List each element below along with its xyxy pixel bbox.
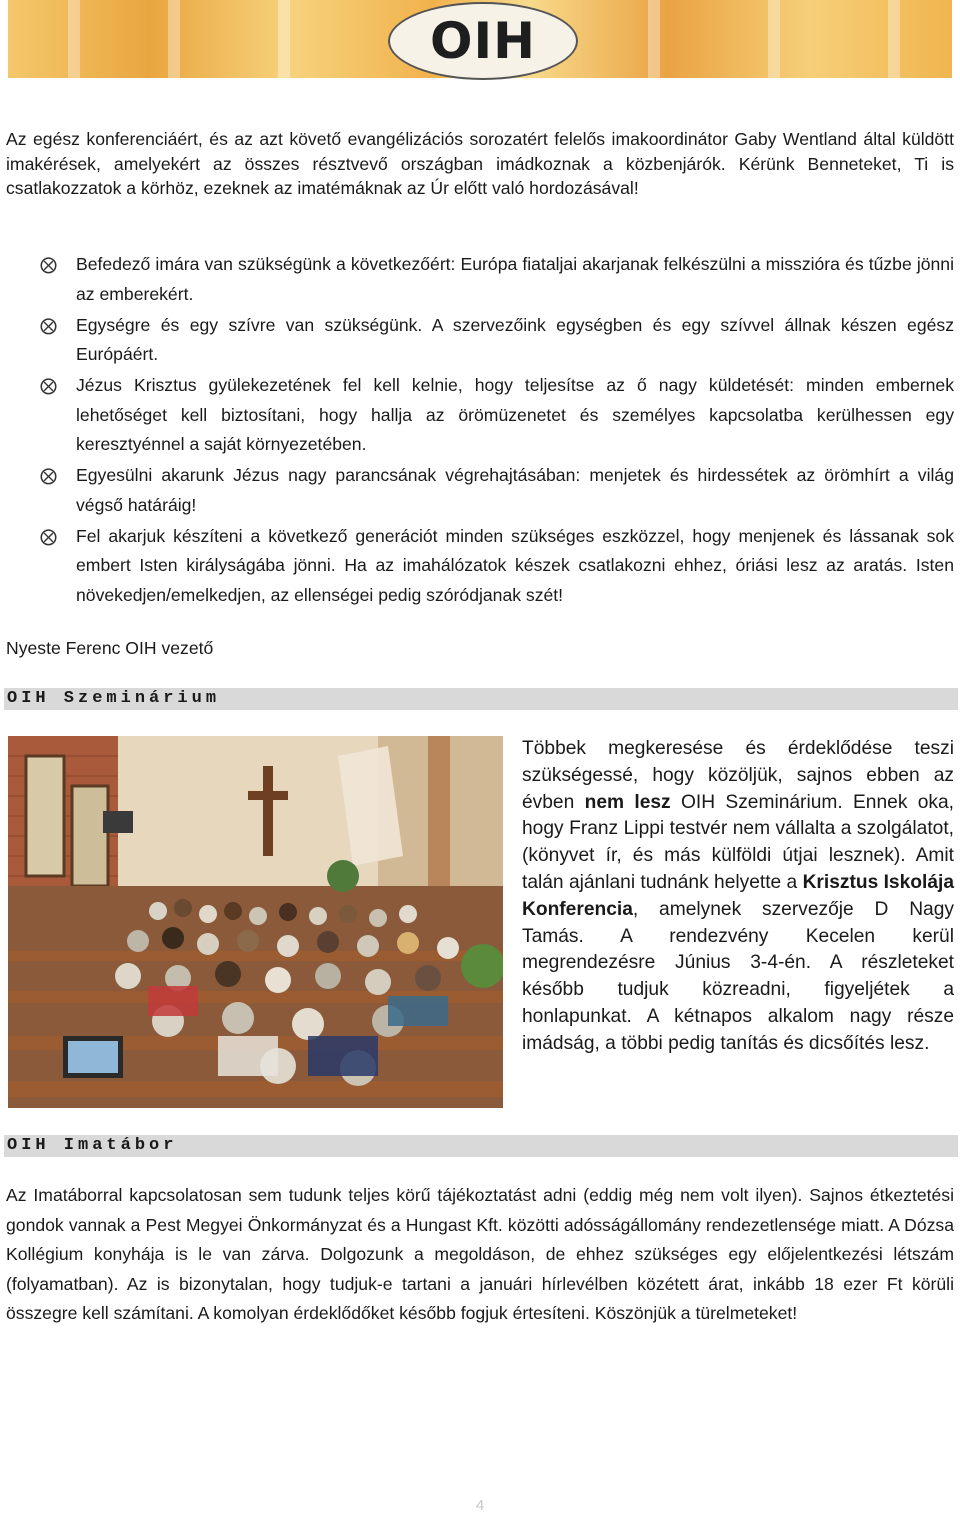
church-conference-photo xyxy=(8,736,503,1108)
circled-times-icon: ⨂ xyxy=(40,466,57,485)
camp-paragraph: Az Imatáborral kapcsolatosan sem tudunk teljes körű tájékoztatást adni (eddig még nem volt ilyen). Sajnos étkeztetési gondok vannak a Pest Megyei Önkormányzat és a Hungast Kft. közötti adósságállomány rendezetlensége miatt. A Dózsa Kollégium konyhája is le van zárva. Dolgozunk a megoldáson, de ehhez szükséges egy előjelentkezési létszám (folyamatban). Az is bizonytalan, hogy tudjuk-e tartani a januári hírlevélben közétett árat, inkább 18 ezer Ft körüli összegre kell számítani. A komolyan érdeklődőket később fogjuk értesíteni. Köszönjük a türelmeteket! xyxy=(6,1185,954,1324)
circled-times-icon: ⨂ xyxy=(40,255,57,274)
signature: Nyeste Ferenc OIH vezető xyxy=(6,638,214,658)
circled-times-icon: ⨂ xyxy=(40,376,57,395)
prayer-item-text: Fel akarjuk készíteni a következő generációt minden szükséges eszközzel, hogy menjenek és lássanak sok embert Isten királyságába jönni. Ha az imahálózatok készek csatlakozni ehhez, óriási lesz az aratás. Isten növekedjen/emelkedjen, az ellenségei pedig szóródjanak szét! xyxy=(76,525,954,605)
list-item xyxy=(40,522,954,611)
logo-text: OIH xyxy=(430,12,536,70)
circled-times-icon: ⨂ xyxy=(40,526,57,546)
list-item xyxy=(40,250,954,309)
prayer-item-text: Egyesülni akarunk Jézus nagy parancsának végrehajtásában: menjetek és hirdessétek az örömhírt a világ végső határáig! xyxy=(76,465,954,515)
list-item xyxy=(40,311,954,370)
seminar-text-part2: OIH Szeminárium. Ennek oka, hogy Franz Lippi testvér nem vállalta a szolgálatot, (könyvet ír, és más külföldi útjai lesznek). Amit talán ajánlani tudnánk helyette a xyxy=(522,791,955,893)
seminar-text xyxy=(522,736,954,1058)
seminar-text-part1: Többek megkeresése és érdeklődése teszi szükségessé, hogy közöljük, sajnos ebben az évben xyxy=(522,738,954,813)
seminar-heading: OIH Szeminárium xyxy=(4,688,958,710)
oih-logo xyxy=(388,2,578,80)
camp-heading: OIH Imatábor xyxy=(4,1135,958,1157)
prayer-item-text: Jézus Krisztus gyülekezetének fel kell kelnie, hogy teljesítse az ő nagy küldetését: minden embernek lehetőséget kell biztosítani, hogy hallja az örömüzenetet és személyes kapcsolatba kerülhessen egy keresztyénnel a saját környezetében. xyxy=(76,375,954,454)
intro-paragraph: Az egész konferenciáért, és az azt követő evangélizációs sorozatért felelős imakoordinátor Gaby Wentland által küldött imakérések, amelyekért az összes résztvevő országban imádkoznak a közbenjárók. Kérünk Benneteket, Ti is csatlakozzatok a körhöz, ezeknek az imatémáknak az Úr előtt való hordozásával! xyxy=(6,129,954,198)
prayer-list xyxy=(40,250,954,612)
seminar-text-part3: , amelynek szervezője D Nagy Tamás. A rendezvény Kecelen kerül megrendezésre Június 3-4-én. A részleteket később tudjuk közreadni, figyeljétek a honlapunkat. A kétnapos alkalom nagy része imádság, a többi pedig tanítás és dicsőítés lesz. xyxy=(522,898,954,1054)
prayer-item-text: Befedező imára van szükségünk a következőért: Európa fiataljai akarjanak felkészülni a misszióra és tűzbe jönni az emberekért. xyxy=(76,254,954,304)
seminar-emphasis-not: nem lesz xyxy=(584,791,671,813)
seminar-emphasis-conference: Krisztus Iskolája Konferencia xyxy=(522,871,954,920)
page-number: 4 xyxy=(475,1497,485,1514)
list-item xyxy=(40,461,954,520)
list-item xyxy=(40,371,954,460)
prayer-item-text: Egységre és egy szívre van szükségünk. A szervezőink egységben és egy szívvel állnak készen egész Európáért. xyxy=(76,314,954,364)
circled-times-icon: ⨂ xyxy=(40,315,57,335)
